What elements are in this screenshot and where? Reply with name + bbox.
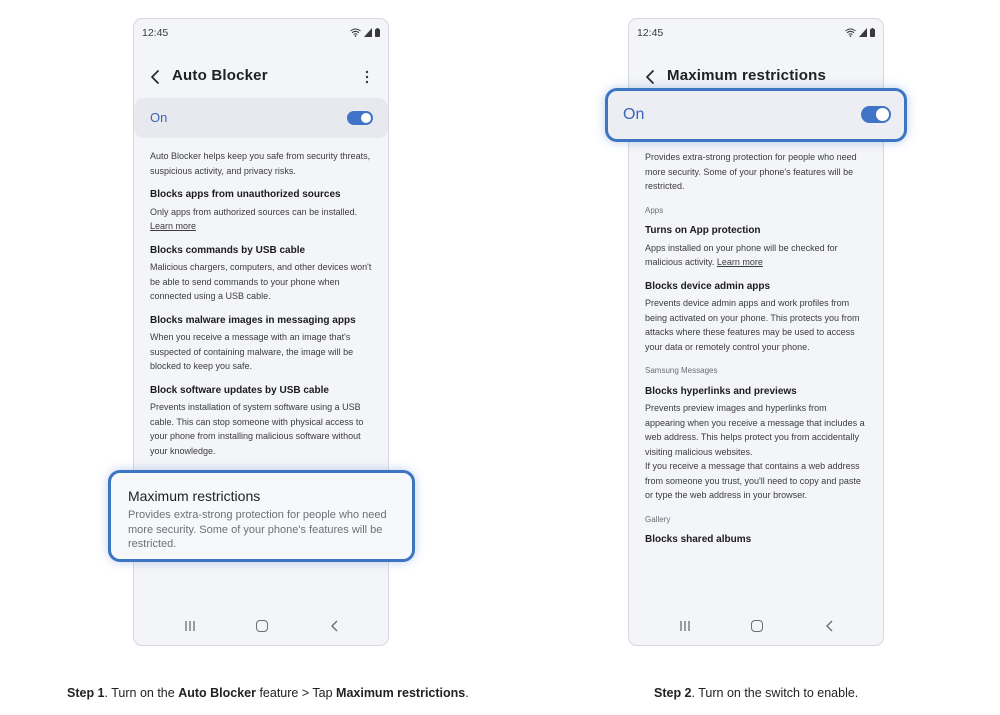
nav-back-icon[interactable] (825, 619, 835, 633)
section-heading: Blocks malware images in messaging apps (150, 314, 356, 326)
section-heading-shared-albums: Blocks shared albums (645, 534, 752, 545)
maximum-restrictions-toggle[interactable] (861, 106, 891, 123)
auto-blocker-description (150, 149, 374, 468)
section-app-protection (645, 224, 869, 270)
signal-icon (859, 28, 867, 37)
scroll-fade (629, 581, 883, 611)
section-body: Prevents preview images and hyperlinks from appearing when you receive a message that includes a web address. This helps protect you from accidentally visiting malicious websites. (645, 403, 865, 457)
intro-text: Auto Blocker helps keep you safe from security threats, suspicious activity, and privacy risks. (150, 151, 371, 176)
status-time: 12:45 (637, 27, 664, 39)
back-arrow-icon[interactable] (148, 67, 164, 87)
home-icon[interactable] (751, 620, 763, 632)
maximum-restrictions-callout[interactable] (108, 470, 415, 562)
category-apps: Apps (645, 205, 664, 215)
on-label: On (150, 110, 168, 125)
nav-back-icon[interactable] (330, 619, 340, 633)
master-switch-row[interactable] (134, 98, 388, 138)
intro-text: Provides extra-strong protection for people who need more security. Some of your phone's features will be restricted. (645, 152, 857, 191)
step-1-caption: Step 1. Turn on the Auto Blocker feature > Tap Maximum restrictions. (67, 686, 469, 700)
status-time: 12:45 (142, 27, 169, 39)
section-hyperlinks (645, 385, 869, 503)
section-heading: Blocks hyperlinks and previews (645, 385, 797, 397)
section-body-2: If you receive a message that contains a web address from someone you trust, you'll need to copy and paste or type the web address in your browser. (645, 461, 861, 500)
more-options-icon[interactable] (364, 69, 370, 85)
category-samsung-messages: Samsung Messages (645, 366, 718, 375)
status-bar (637, 27, 875, 41)
battery-icon (375, 28, 380, 37)
battery-icon (870, 28, 875, 37)
back-arrow-icon[interactable] (643, 67, 659, 87)
section-heading: Block software updates by USB cable (150, 384, 329, 396)
learn-more-link[interactable]: Learn more (150, 221, 197, 231)
navigation-bar (629, 617, 883, 637)
status-bar (142, 27, 380, 41)
section-body: Only apps from authorized sources can be installed. Learn more (150, 206, 358, 231)
section-device-admin (645, 280, 869, 355)
step-2-caption: Step 2. Turn on the switch to enable. (654, 686, 859, 700)
navigation-bar (134, 617, 388, 637)
home-icon[interactable] (256, 620, 268, 632)
section-unauthorized-sources (150, 188, 374, 234)
section-body: Prevents installation of system software using a USB cable. This can stop someone with physical access to your phone from installing malicious software without your knowledge. (150, 402, 364, 456)
section-malware-images (150, 314, 374, 374)
learn-more-link[interactable]: Learn more (716, 257, 763, 267)
app-header (629, 65, 883, 89)
app-header (134, 65, 388, 89)
toggle-knob (361, 113, 371, 123)
section-body: Prevents device admin apps and work profiles from being activated on your phone. This protects you from attacks where these features may be used to access your data or remotely control your phone. (645, 298, 860, 352)
recent-apps-icon[interactable] (679, 620, 691, 632)
wifi-icon (845, 28, 856, 37)
callout-title: Maximum restrictions (128, 488, 261, 504)
section-body: When you receive a message with an image that's suspected of containing malware, the image will be blocked to keep you safe. (150, 332, 354, 371)
section-body: Apps installed on your phone will be checked for malicious activity. Learn more (645, 242, 838, 267)
page-title: Maximum restrictions (667, 67, 827, 84)
signal-icon (364, 28, 372, 37)
section-body: Malicious chargers, computers, and other devices won't be able to send commands to your phone when connected using a USB cable. (150, 262, 372, 301)
wifi-icon (350, 28, 361, 37)
section-heading: Blocks commands by USB cable (150, 244, 306, 256)
auto-blocker-toggle[interactable] (347, 111, 373, 125)
section-heading: Blocks apps from unauthorized sources (150, 189, 341, 200)
on-label: On (623, 106, 645, 123)
toggle-knob (876, 108, 889, 121)
section-heading: Turns on App protection (645, 225, 761, 236)
callout-description: Provides extra-strong protection for people who need more security. Some of your phone's features will be restricted. (128, 509, 387, 550)
recent-apps-icon[interactable] (184, 620, 196, 632)
section-heading: Blocks device admin apps (645, 280, 771, 292)
section-usb-commands (150, 244, 374, 304)
on-switch-callout[interactable] (605, 88, 907, 142)
category-gallery: Gallery (645, 514, 671, 524)
maximum-restrictions-description (645, 150, 869, 550)
page-title: Auto Blocker (172, 67, 268, 84)
section-usb-updates (150, 384, 374, 459)
